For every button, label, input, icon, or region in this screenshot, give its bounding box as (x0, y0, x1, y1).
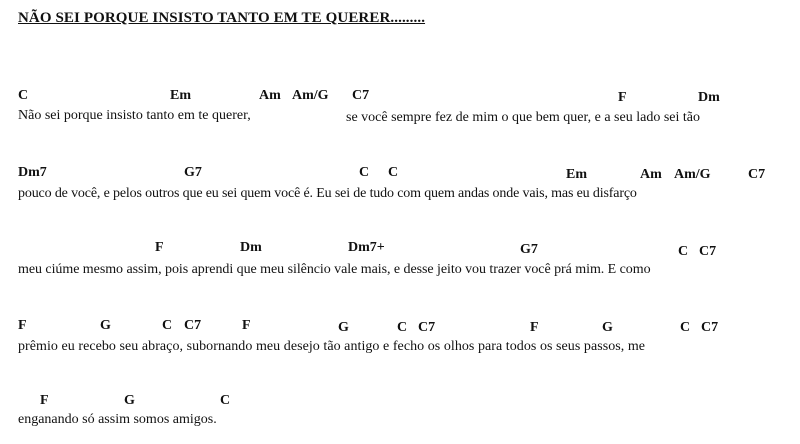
lyric-text: meu ciúme mesmo assim, pois aprendi que meu silêncio vale mais, e desse jeito vou trazer você prá mim. E como (18, 262, 651, 277)
chord: F (155, 240, 164, 255)
chord: Dm (698, 90, 720, 105)
chord: G7 (184, 165, 202, 180)
chord: C7 (184, 318, 202, 333)
lyric-text: prêmio eu recebo seu abraço, subornando meu desejo tão antigo e fecho os olhos para todos os seus passos, me (18, 339, 646, 354)
chord: Am/G (292, 88, 329, 103)
chord: G (124, 393, 135, 408)
song-title: NÃO SEI PORQUE INSISTO TANTO EM TE QUERER......... (18, 10, 426, 26)
chord: F (242, 318, 251, 333)
chord: F (530, 320, 539, 335)
chord: C7 (418, 320, 436, 335)
chord: C (359, 165, 370, 180)
chord: F (18, 318, 27, 333)
chord: Dm7+ (348, 240, 385, 255)
chord: C (220, 393, 231, 408)
chord: C (680, 320, 691, 335)
chord: Am/G (674, 167, 711, 182)
chord: C (397, 320, 408, 335)
chord: C (388, 165, 399, 180)
lyric-text: se você sempre fez de mim o que bem quer, e a seu lado sei tão (346, 110, 700, 125)
chord: C7 (701, 320, 719, 335)
chord: G (338, 320, 349, 335)
chord: C (162, 318, 173, 333)
chord: F (618, 90, 627, 105)
chord: Em (170, 88, 191, 103)
chord: Dm7 (18, 165, 47, 180)
lyric-text: enganando só assim somos amigos. (18, 412, 217, 427)
chord: Am (259, 88, 281, 103)
chord: C7 (748, 167, 766, 182)
chord: C (678, 244, 689, 259)
chord: C (18, 88, 29, 103)
chord: G (100, 318, 111, 333)
chord: Em (566, 167, 587, 182)
chord: C7 (352, 88, 370, 103)
chord: F (40, 393, 49, 408)
lyric-text: pouco de você, e pelos outros que eu sei quem você é. Eu sei de tudo com quem andas onde vais, mas eu disfarço (18, 186, 637, 201)
chord: C7 (699, 244, 717, 259)
chord: G7 (520, 242, 538, 257)
lyric-text: Não sei porque insisto tanto em te querer, (18, 108, 251, 123)
chord: Dm (240, 240, 262, 255)
chord: G (602, 320, 613, 335)
chord: Am (640, 167, 662, 182)
